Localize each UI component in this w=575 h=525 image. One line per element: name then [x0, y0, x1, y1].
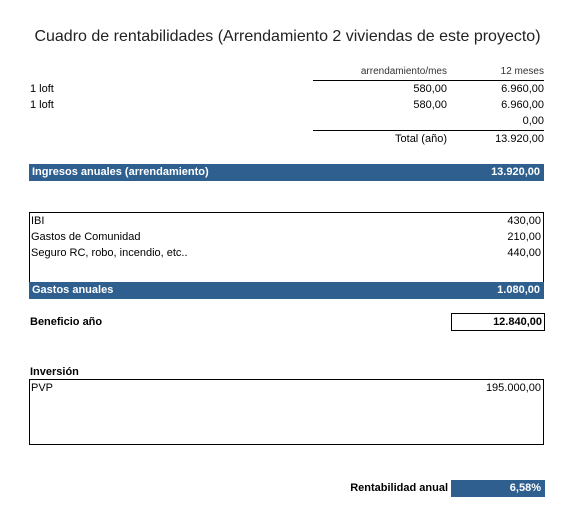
page-title: Cuadro de rentabilidades (Arrendamiento 2 viviendas de este proyecto) — [34, 28, 541, 45]
total-year-label: Total (año) — [395, 133, 447, 145]
total-separator — [313, 130, 544, 131]
investment-header: Inversión — [30, 366, 79, 378]
income-band-label: Ingresos anuales (arrendamiento) — [32, 166, 209, 178]
annual-return-value: 6,58% — [451, 480, 545, 497]
expense-label: Gastos de Comunidad — [31, 231, 141, 243]
rental-row-annual: 0,00 — [522, 115, 544, 127]
rental-row-monthly: 580,00 — [413, 83, 447, 95]
expense-value: 430,00 — [507, 215, 541, 227]
rental-row-annual: 6.960,00 — [501, 99, 544, 111]
income-band-value: 13.920,00 — [491, 166, 540, 178]
investment-label: PVP — [31, 382, 54, 394]
rental-row-label: 1 loft — [30, 99, 54, 111]
rental-row-annual: 6.960,00 — [501, 83, 544, 95]
column-header-monthly: arrendamiento/mes — [360, 66, 447, 77]
profit-value: 12.840,00 — [493, 316, 542, 328]
expenses-band — [29, 282, 544, 299]
expense-value: 210,00 — [507, 231, 541, 243]
expense-label: IBI — [31, 215, 45, 227]
expenses-band-value: 1.080,00 — [497, 284, 540, 296]
header-underline — [313, 80, 544, 81]
expense-value: 440,00 — [507, 247, 541, 259]
annual-return-label: Rentabilidad anual — [350, 482, 448, 494]
expense-label: Seguro RC, robo, incendio, etc.. — [31, 247, 188, 259]
income-band — [29, 164, 544, 181]
expenses-band-label: Gastos anuales — [32, 284, 114, 296]
column-header-annual: 12 meses — [500, 66, 544, 77]
total-year-value: 13.920,00 — [495, 133, 544, 145]
investment-value: 195.000,00 — [485, 382, 541, 394]
rental-row-monthly: 580,00 — [413, 99, 447, 111]
profit-label: Beneficio año — [30, 316, 103, 328]
rental-row-label: 1 loft — [30, 83, 54, 95]
